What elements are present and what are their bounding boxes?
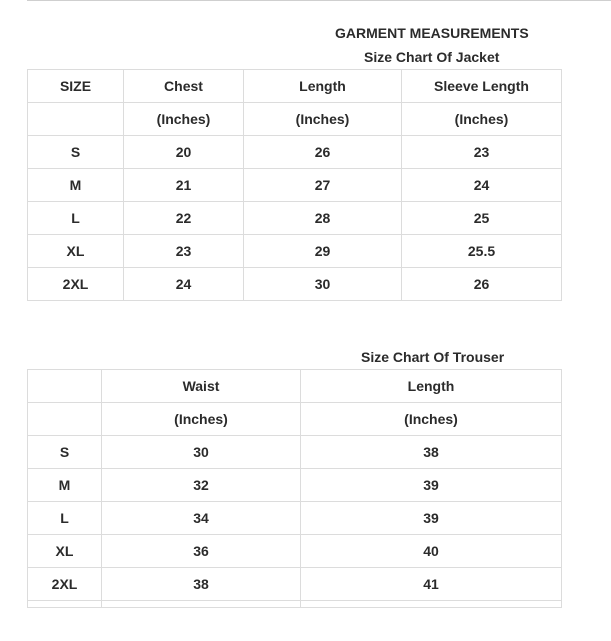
jacket-table-caption: Size Chart Of Jacket (364, 49, 500, 65)
table-cell: 23 (402, 136, 562, 169)
size-cell: S (28, 136, 124, 169)
table-row (28, 235, 562, 268)
column-header: Length (244, 70, 402, 103)
table-cell: 29 (244, 235, 402, 268)
table-cell: 36 (102, 535, 301, 568)
size-cell: L (28, 202, 124, 235)
table-row (28, 136, 562, 169)
table-row (28, 568, 562, 601)
jacket-size-table (27, 69, 562, 301)
table-cell: 24 (124, 268, 244, 301)
column-header (28, 370, 102, 403)
table-cell: 39 (301, 469, 562, 502)
table-row (28, 169, 562, 202)
unit-cell: (Inches) (301, 403, 562, 436)
table-cell: 27 (244, 169, 402, 202)
size-cell: 2XL (28, 568, 102, 601)
column-header: Sleeve Length (402, 70, 562, 103)
column-header: Chest (124, 70, 244, 103)
size-cell: M (28, 469, 102, 502)
unit-cell: (Inches) (102, 403, 301, 436)
empty-table-row (28, 601, 562, 608)
table-cell: 25 (402, 202, 562, 235)
table-row (28, 469, 562, 502)
size-cell: M (28, 169, 124, 202)
table-cell: 32 (102, 469, 301, 502)
column-header: Waist (102, 370, 301, 403)
table-cell: 24 (402, 169, 562, 202)
table-cell: 38 (102, 568, 301, 601)
table-units-row (28, 403, 562, 436)
top-divider (27, 0, 611, 1)
table-units-row (28, 103, 562, 136)
table-cell: 28 (244, 202, 402, 235)
table-row (28, 436, 562, 469)
table-cell: 40 (301, 535, 562, 568)
size-cell: S (28, 436, 102, 469)
table-cell: 30 (102, 436, 301, 469)
empty-cell (301, 601, 562, 608)
table-cell: 30 (244, 268, 402, 301)
table-row (28, 535, 562, 568)
trouser-table-caption: Size Chart Of Trouser (361, 349, 505, 365)
unit-cell (28, 403, 102, 436)
table-cell: 34 (102, 502, 301, 535)
empty-cell (102, 601, 301, 608)
trouser-size-table (27, 369, 562, 608)
column-header: SIZE (28, 70, 124, 103)
table-cell: 39 (301, 502, 562, 535)
column-header: Length (301, 370, 562, 403)
table-header-row (28, 370, 562, 403)
table-cell: 25.5 (402, 235, 562, 268)
unit-cell: (Inches) (402, 103, 562, 136)
unit-cell (28, 103, 124, 136)
size-cell: L (28, 502, 102, 535)
table-cell: 20 (124, 136, 244, 169)
table-header-row (28, 70, 562, 103)
empty-cell (28, 601, 102, 608)
page-title: GARMENT MEASUREMENTS (335, 25, 529, 41)
table-cell: 21 (124, 169, 244, 202)
unit-cell: (Inches) (124, 103, 244, 136)
table-cell: 38 (301, 436, 562, 469)
unit-cell: (Inches) (244, 103, 402, 136)
table-cell: 26 (244, 136, 402, 169)
table-cell: 22 (124, 202, 244, 235)
table-cell: 26 (402, 268, 562, 301)
size-cell: XL (28, 535, 102, 568)
size-cell: 2XL (28, 268, 124, 301)
table-cell: 23 (124, 235, 244, 268)
table-row (28, 502, 562, 535)
table-cell: 41 (301, 568, 562, 601)
table-row (28, 268, 562, 301)
size-cell: XL (28, 235, 124, 268)
table-row (28, 202, 562, 235)
